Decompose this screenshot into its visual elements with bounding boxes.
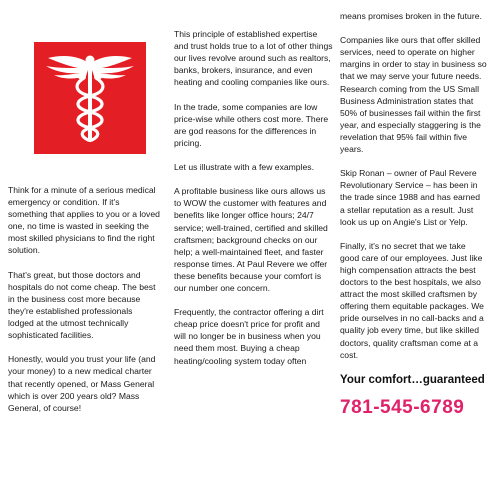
paragraph: Think for a minute of a serious medical emergency or condition. If it's something that applies to you or a loved one, no time is wasted in seeking the most skilled physicians to find the right solution.	[8, 185, 160, 256]
caduceus-icon	[34, 42, 146, 154]
column-3	[340, 10, 487, 419]
slogan: Your comfort…guaranteed	[340, 373, 485, 386]
paragraph: Companies like ours that offer skilled services, need to operate on higher margins in order to stay in business so that we may serve your future needs. Research coming from the US Small Business Administration states that 50% of businesses fail within the first year, and especially staggering is the revelation that 95% fail within five years.	[340, 35, 487, 155]
phone-number[interactable]: 781-545-6789	[340, 396, 465, 418]
paragraph: Let us illustrate with a few examples.	[174, 162, 314, 173]
paragraph: In the trade, some companies are low price-wise while others cost more. There are god reasons for the differences in pricing.	[174, 101, 329, 148]
paragraph: That's great, but those doctors and hospitals do not come cheap. The best in the business cost more because they're established professionals lodged at the utmost technically sophisticated facilities.	[8, 269, 156, 341]
paragraph: Finally, it's no secret that we take good care of our employees. Just like high compensation attracts the best doctors to the best hospitals, we also attract the most skilled craftsmen by offering them equitable packages. We pride ourselves in no call-backs and a quality job every time, but like skilled doctors, quality craftsman come at a cost.	[340, 240, 484, 360]
paragraph: Frequently, the contractor offering a dirt cheap price doesn't price for profit and will no longer be in business when you need them most. Buying a cheap heating/cooling system today often	[174, 307, 324, 366]
paragraph: Honestly, would you trust your life (and your money) to a new medical charter that recently opened, or Mass General which is over 200 years old? Mass General, of course!	[8, 354, 156, 413]
paragraph: A profitable business like ours allows us to WOW the customer with features and benefits like longer office hours; 24/7 service; well-trained, certified and skilled craftsmen; background checks on our help; a well-maintained fleet, and faster response times. At Paul Revere we offer these benefits because your comfort is our number one concern.	[174, 186, 328, 293]
column-2	[174, 28, 334, 379]
column-1-text	[8, 184, 160, 426]
paragraph: Skip Ronan – owner of Paul Revere Revolutionary Service – has been in the trade since 1988 and has earned a stellar reputation as a result. Just look us up on Angie's List or Yelp.	[340, 168, 480, 227]
paragraph: means promises broken in the future.	[340, 11, 482, 21]
medical-logo	[34, 42, 146, 154]
paragraph: This principle of established expertise and trust holds true to a lot of other things our lives revolve around such as realtors, banks, brokers, insurance, and even heating and cooling companies like ours.	[174, 29, 333, 88]
